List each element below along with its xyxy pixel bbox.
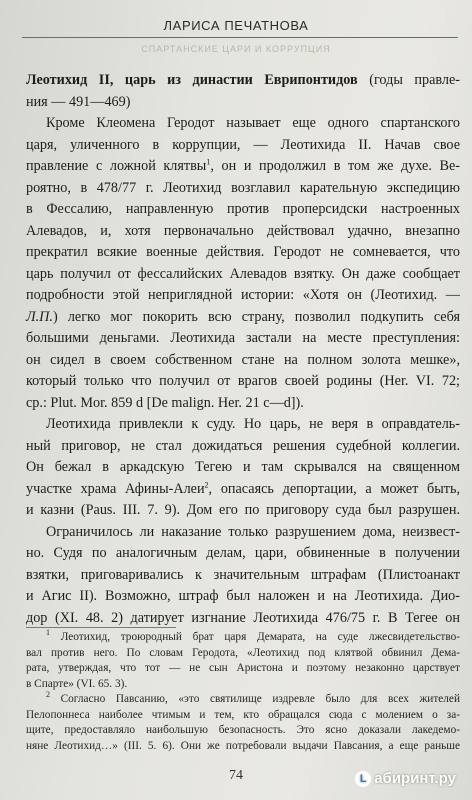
body-line (26, 285, 460, 307)
body-line (26, 199, 460, 221)
text-run: Ограничилось ли наказание только разрушением дома, неизвест- (46, 523, 460, 540)
text-run: щите, предоставляло наибольшую безопасность. Это ясно доказали лакедемо- (26, 724, 460, 736)
text-run: и казни (Paus. III. 7. 9). Дом его по приговору суда был разрушен. (26, 502, 460, 518)
text-run: вал против него. По словам Геродота, «Леотихид под клятвой обвинил Дема- (26, 646, 460, 659)
labirint-logo-icon: L (355, 771, 371, 787)
running-header: ЛАРИСА ПЕЧАТНОВА (163, 18, 309, 33)
text-run: подробности этой неприглядной истории: «Хотя он (Леотихид. — (26, 287, 460, 303)
text-run: роятно, в 478/77 г. Леотихид возглавил карательную экспедицию (26, 179, 460, 196)
body-line (26, 221, 460, 243)
body-line (26, 156, 460, 178)
watermark (355, 770, 456, 787)
body-line (26, 393, 460, 415)
body-line (26, 264, 460, 286)
body-line (26, 479, 460, 501)
page-number: 74 (229, 768, 243, 783)
watermark-text: абиринт.ру (374, 770, 456, 787)
footnote-line (26, 630, 460, 646)
body-line (26, 70, 460, 92)
header-rule (22, 37, 458, 38)
text-run: но. Судя по аналогичным делам, цари, обвиненные в получении (26, 545, 460, 561)
text-run: , он и продолжил в том же духе. Ве- (210, 158, 461, 174)
text-run: он сидел в своем собственном стане на полном золота мешке», (26, 351, 460, 368)
text-run: рата, утверждая, что тот — не сын Аристона и поэтому незаконно царствует (26, 662, 460, 674)
body-line (26, 135, 460, 157)
footnote-line (26, 723, 460, 739)
text-run: Леотихид, троюродный брат царя Демарата, на суде лжесвидетельство- (50, 631, 460, 643)
body-line (26, 350, 460, 372)
body-line (26, 328, 460, 350)
bleed-through-text: СПАРТАНСКИЕ ЦАРИ И КОРРУПЦИЯ (141, 44, 331, 54)
body-line (26, 178, 460, 200)
body-line (26, 92, 460, 114)
text-run: Леотихида привлекли к суду. Но царь, не веря в оправдатель- (46, 416, 460, 432)
text-run: и Агис II). Возможно, штраф был наложен и на Леотихида. Дио- (26, 588, 460, 604)
footnote-line (26, 708, 460, 724)
section-heading: Леотихид II, царь из династии Еврипонтидов (26, 72, 358, 88)
text-run: Он бежал в аркадскую Тегею и там скрывался на священном (26, 459, 460, 475)
footnote-marker: 2 (46, 690, 50, 700)
body-line (26, 522, 460, 544)
footnote-line (26, 692, 460, 708)
footnote-line (26, 739, 460, 755)
body-line (26, 113, 460, 135)
text-run: (годы правле- (357, 72, 460, 88)
footnotes (26, 630, 460, 754)
footnote-marker: 1 (206, 157, 211, 167)
footnote-line (26, 646, 460, 662)
body-line (26, 436, 460, 458)
text-run: в Спарте» (VI. 65. 3). (26, 677, 128, 690)
body-line (26, 608, 460, 630)
text-run: царя, уличенного в коррупции, — Леотихида II. Начав свое (26, 136, 460, 153)
body-line (26, 242, 460, 264)
text-run: правление с ложной клятвы (26, 158, 207, 174)
text-run: взятки, приговаривались к значительным штрафам (Плистоанакт (26, 566, 460, 583)
text-run: Кроме Клеомена Геродот называет еще одного спартанского (46, 115, 460, 131)
text-run: Пелопоннеса наиболее чтимым и тем, кто обращался сюда с молением о за- (26, 708, 460, 721)
text-run: участке храма Афины-Алеи (26, 480, 205, 497)
footnote-line (26, 677, 460, 693)
text-run: царь получил от фессалийских Алевадов взятку. Он даже сообщает (26, 265, 460, 282)
text-run: ния — 491—469) (26, 93, 131, 110)
text-run: Согласно Павсанию, «это святилище издревле было для всех жителей (50, 693, 460, 705)
body-line (26, 307, 460, 329)
text-run: Алевадов, и, хотя первоначально действовал удачно, внезапно (26, 222, 460, 239)
text-run: ный приговор, не стал дожидаться решения судебной коллегии. (26, 437, 460, 454)
text-run: ср.: Plut. Mor. 859 d [De malign. Her. 21 c—d]). (26, 394, 304, 411)
text-run: няне Леотихид…» (III. 5. 6). Они же потребовали выдачи Павсания, а еще раньше (26, 739, 460, 752)
body-line (26, 586, 460, 608)
text-run: прекратил всякие военные действия. Геродот не сомневается, что (26, 244, 460, 260)
body-line (26, 457, 460, 479)
body-line (26, 565, 460, 587)
footnote-marker: 2 (204, 479, 209, 489)
text-run: , опасаясь депортации, а может быть, (208, 480, 460, 497)
text-run: который только что получил от врагов своей родины (Her. VI. 72; (26, 373, 460, 389)
author-initials: Л.П. (26, 308, 53, 325)
text-run: дор (XI. 48. 2) датирует изгнание Леотихида 476/75 г. В Тегее он (26, 609, 460, 626)
text-run: большими деньгами. Леотихида застали на месте преступления: (26, 330, 460, 346)
footnote-marker: 1 (46, 628, 50, 638)
body-line (26, 371, 460, 393)
body-line (26, 500, 460, 522)
text-run: ) легко мог покорить всю страну, позволил подкупить себя (52, 308, 460, 325)
body-line (26, 543, 460, 565)
body-text (26, 70, 460, 629)
text-run: в Фессалию, направленную против проперсидски настроенных (26, 201, 460, 217)
footnote-line (26, 661, 460, 677)
body-line (26, 414, 460, 436)
